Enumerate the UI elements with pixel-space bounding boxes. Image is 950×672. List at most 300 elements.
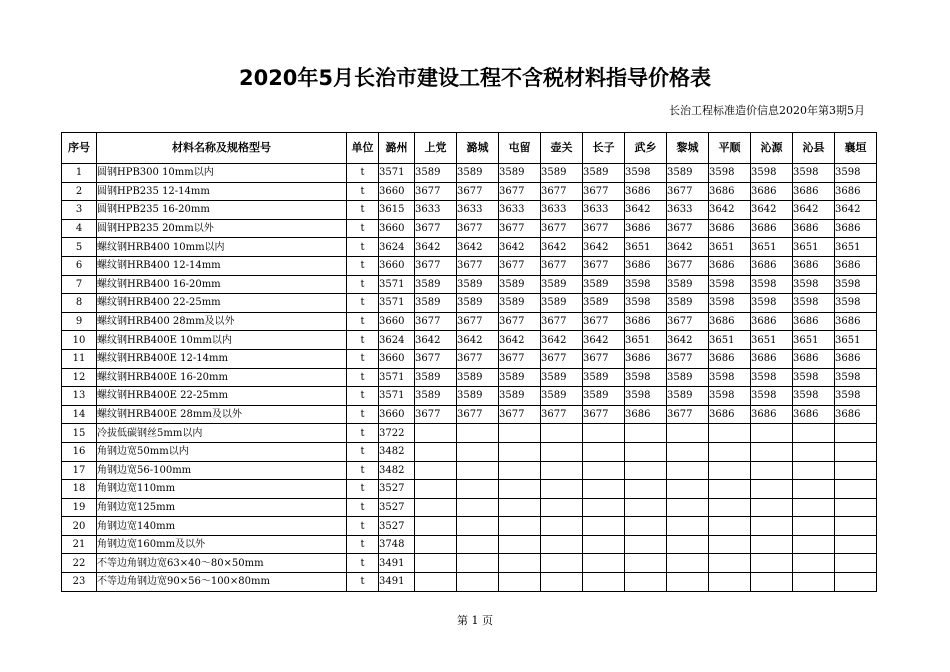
price-cell [499,461,541,480]
price-cell: 3598 [751,368,793,387]
row-number: 2 [62,182,97,201]
price-cell: 3571 [379,275,415,294]
price-cell [835,442,877,461]
price-cell: 3642 [415,238,457,257]
unit-cell: t [347,219,379,238]
material-name: 角钢边宽140mm [97,517,347,536]
price-cell: 3589 [415,387,457,406]
row-number: 8 [62,294,97,313]
price-cell [667,442,709,461]
price-cell: 3686 [835,405,877,424]
price-cell: 3598 [625,294,667,313]
price-cell: 3598 [625,275,667,294]
price-cell: 3677 [583,256,625,275]
price-cell: 3642 [667,238,709,257]
price-cell: 3722 [379,424,415,443]
material-name: 不等边角钢边宽90×56～100×80mm [97,573,347,592]
price-cell: 3589 [541,164,583,183]
header-row [62,133,877,164]
price-cell: 3642 [793,201,835,220]
row-number: 7 [62,275,97,294]
material-name: 圆钢HPB300 10mm以内 [97,164,347,183]
price-cell: 3589 [583,275,625,294]
price-cell: 3598 [793,294,835,313]
material-name: 角钢边宽110mm [97,480,347,499]
unit-cell: t [347,442,379,461]
price-cell: 3686 [625,219,667,238]
table-row [62,368,877,387]
price-cell [667,535,709,554]
price-cell: 3677 [415,256,457,275]
unit-cell: t [347,387,379,406]
price-cell: 3598 [625,387,667,406]
price-cell: 3686 [751,256,793,275]
price-cell [541,554,583,573]
price-cell: 3686 [835,256,877,275]
issue-subtitle: 长治工程标准造价信息2020年第3期5月 [669,104,865,117]
column-header: 序号 [62,133,97,164]
price-cell: 3598 [835,164,877,183]
material-name: 圆钢HPB235 12-14mm [97,182,347,201]
unit-cell: t [347,368,379,387]
price-cell [583,517,625,536]
price-cell: 3633 [415,201,457,220]
price-cell: 3677 [499,405,541,424]
unit-cell: t [347,238,379,257]
price-cell: 3677 [415,182,457,201]
price-cell: 3589 [499,164,541,183]
row-number: 1 [62,164,97,183]
price-cell [751,442,793,461]
price-cell [835,535,877,554]
price-cell: 3598 [709,164,751,183]
price-cell: 3677 [541,405,583,424]
price-cell: 3589 [583,164,625,183]
price-cell: 3589 [499,294,541,313]
price-cell [583,573,625,592]
column-header: 屯留 [499,133,541,164]
price-cell: 3686 [709,312,751,331]
price-cell: 3589 [415,368,457,387]
price-cell: 3589 [667,294,709,313]
row-number: 23 [62,573,97,592]
price-cell: 3651 [625,238,667,257]
price-cell: 3624 [379,331,415,350]
price-cell: 3677 [667,405,709,424]
price-cell: 3677 [667,312,709,331]
unit-cell: t [347,554,379,573]
price-cell [499,442,541,461]
row-number: 18 [62,480,97,499]
price-cell [499,424,541,443]
price-cell [415,498,457,517]
table-row [62,349,877,368]
price-cell: 3491 [379,573,415,592]
table-row [62,312,877,331]
price-cell [499,498,541,517]
unit-cell: t [347,164,379,183]
price-cell: 3660 [379,349,415,368]
price-cell [415,517,457,536]
price-cell: 3571 [379,294,415,313]
price-cell: 3589 [415,294,457,313]
price-cell: 3686 [793,405,835,424]
price-cell: 3677 [499,219,541,238]
price-cell [457,461,499,480]
price-cell: 3589 [499,387,541,406]
price-cell: 3651 [835,331,877,350]
price-cell: 3651 [709,331,751,350]
price-cell: 3642 [457,238,499,257]
table-row [62,461,877,480]
price-cell [499,554,541,573]
price-cell: 3642 [499,331,541,350]
row-number: 22 [62,554,97,573]
price-cell: 3677 [415,405,457,424]
price-cell: 3686 [709,182,751,201]
price-cell [751,480,793,499]
row-number: 12 [62,368,97,387]
price-cell: 3686 [835,312,877,331]
price-cell [541,498,583,517]
table-row [62,294,877,313]
material-name: 螺纹钢HRB400 16-20mm [97,275,347,294]
table-row [62,554,877,573]
price-cell: 3642 [415,331,457,350]
price-cell: 3598 [709,275,751,294]
price-cell: 3677 [457,182,499,201]
row-number: 11 [62,349,97,368]
price-cell: 3598 [751,275,793,294]
price-cell: 3677 [583,349,625,368]
row-number: 19 [62,498,97,517]
price-cell [541,517,583,536]
price-cell: 3677 [583,219,625,238]
price-cell [457,554,499,573]
price-cell: 3677 [541,182,583,201]
price-cell [667,573,709,592]
price-cell: 3589 [583,294,625,313]
price-cell: 3677 [499,312,541,331]
price-cell: 3598 [709,368,751,387]
price-cell: 3677 [457,349,499,368]
price-cell [835,424,877,443]
price-cell: 3615 [379,201,415,220]
price-cell: 3686 [751,405,793,424]
price-cell: 3598 [793,275,835,294]
price-cell: 3598 [709,294,751,313]
table-body [62,164,877,592]
price-cell: 3589 [541,294,583,313]
price-cell: 3677 [499,256,541,275]
unit-cell: t [347,573,379,592]
price-cell [415,442,457,461]
price-cell [667,554,709,573]
price-cell: 3677 [499,182,541,201]
table-row [62,480,877,499]
material-name: 螺纹钢HRB400 22-25mm [97,294,347,313]
price-cell: 3686 [625,405,667,424]
price-cell [457,535,499,554]
price-cell: 3686 [793,182,835,201]
price-cell: 3642 [709,201,751,220]
column-header: 沁县 [793,133,835,164]
price-cell [415,424,457,443]
price-cell: 3642 [751,201,793,220]
price-cell: 3598 [793,387,835,406]
table-row [62,331,877,350]
price-cell [793,461,835,480]
row-number: 6 [62,256,97,275]
price-cell [667,498,709,517]
price-cell [667,461,709,480]
price-cell: 3677 [415,312,457,331]
price-cell: 3598 [625,164,667,183]
table-row [62,424,877,443]
price-cell: 3598 [751,294,793,313]
price-cell [541,535,583,554]
price-cell: 3686 [835,182,877,201]
price-cell: 3527 [379,480,415,499]
price-cell: 3686 [793,219,835,238]
unit-cell: t [347,312,379,331]
price-cell [751,517,793,536]
material-name: 螺纹钢HRB400E 28mm及以外 [97,405,347,424]
row-number: 5 [62,238,97,257]
price-cell: 3633 [499,201,541,220]
price-cell: 3642 [583,331,625,350]
price-cell: 3598 [793,368,835,387]
unit-cell: t [347,349,379,368]
price-cell [499,480,541,499]
unit-cell: t [347,498,379,517]
price-cell [709,480,751,499]
price-cell: 3482 [379,442,415,461]
price-cell: 3642 [835,201,877,220]
price-cell: 3598 [793,164,835,183]
price-cell [751,535,793,554]
page-title: 2020年5月长治市建设工程不含税材料指导价格表 [238,66,712,90]
price-cell [625,424,667,443]
price-cell: 3660 [379,256,415,275]
material-name: 冷拔低碳钢丝5mm以内 [97,424,347,443]
column-header: 襄垣 [835,133,877,164]
table-row [62,387,877,406]
price-cell [667,517,709,536]
price-cell: 3677 [667,182,709,201]
price-cell: 3660 [379,219,415,238]
price-cell: 3491 [379,554,415,573]
row-number: 20 [62,517,97,536]
price-cell [793,573,835,592]
unit-cell: t [347,294,379,313]
price-cell [793,517,835,536]
price-cell: 3686 [709,349,751,368]
price-cell: 3686 [751,219,793,238]
material-name: 角钢边宽56-100mm [97,461,347,480]
price-cell [667,480,709,499]
row-number: 14 [62,405,97,424]
price-cell [625,535,667,554]
price-cell: 3633 [583,201,625,220]
price-cell [457,424,499,443]
table-row [62,182,877,201]
material-name: 螺纹钢HRB400 12-14mm [97,256,347,275]
row-number: 17 [62,461,97,480]
price-cell [499,517,541,536]
price-cell: 3651 [625,331,667,350]
price-cell: 3633 [457,201,499,220]
unit-cell: t [347,405,379,424]
price-cell: 3642 [667,331,709,350]
price-cell [457,498,499,517]
table-row [62,405,877,424]
unit-cell: t [347,275,379,294]
price-cell [793,554,835,573]
price-cell [625,517,667,536]
price-cell: 3651 [709,238,751,257]
price-cell: 3589 [457,294,499,313]
price-cell [583,498,625,517]
price-cell: 3686 [835,219,877,238]
price-cell: 3642 [541,331,583,350]
price-cell [415,554,457,573]
price-cell [709,554,751,573]
price-cell: 3677 [457,405,499,424]
price-cell: 3598 [625,368,667,387]
table-row [62,573,877,592]
price-cell: 3677 [583,182,625,201]
price-cell: 3589 [499,275,541,294]
price-cell: 3686 [625,182,667,201]
price-cell [415,480,457,499]
table-row [62,238,877,257]
row-number: 3 [62,201,97,220]
table-row [62,256,877,275]
unit-cell: t [347,331,379,350]
column-header: 单位 [347,133,379,164]
price-cell [625,573,667,592]
price-cell: 3686 [625,312,667,331]
material-name: 螺纹钢HRB400E 10mm以内 [97,331,347,350]
material-name: 螺纹钢HRB400E 16-20mm [97,368,347,387]
row-number: 9 [62,312,97,331]
page-number: 第 1 页 [457,614,493,627]
price-cell [625,498,667,517]
price-cell [835,573,877,592]
price-cell [583,480,625,499]
price-cell [457,517,499,536]
price-cell: 3686 [793,312,835,331]
price-cell: 3686 [709,219,751,238]
price-cell [415,573,457,592]
price-cell: 3651 [751,331,793,350]
price-cell: 3677 [541,219,583,238]
price-cell: 3660 [379,182,415,201]
column-header: 壶关 [541,133,583,164]
price-cell [541,480,583,499]
price-cell [793,424,835,443]
price-cell: 3686 [793,256,835,275]
price-cell: 3677 [667,219,709,238]
price-cell: 3589 [457,387,499,406]
material-name: 圆钢HPB235 20mm以外 [97,219,347,238]
price-cell: 3677 [457,256,499,275]
price-cell [751,461,793,480]
price-cell: 3589 [499,368,541,387]
price-cell [499,573,541,592]
price-cell: 3633 [667,201,709,220]
column-header: 上党 [415,133,457,164]
row-number: 13 [62,387,97,406]
price-cell [751,554,793,573]
price-cell: 3527 [379,498,415,517]
price-cell [457,573,499,592]
price-cell [751,498,793,517]
column-header: 潞城 [457,133,499,164]
material-name: 螺纹钢HRB400E 12-14mm [97,349,347,368]
unit-cell: t [347,461,379,480]
price-cell: 3598 [709,387,751,406]
price-cell: 3677 [667,256,709,275]
price-cell: 3589 [583,368,625,387]
table-row [62,442,877,461]
price-cell: 3598 [835,294,877,313]
price-cell: 3686 [751,182,793,201]
price-cell: 3677 [499,349,541,368]
price-cell: 3589 [457,368,499,387]
price-cell [709,442,751,461]
row-number: 16 [62,442,97,461]
unit-cell: t [347,480,379,499]
price-cell [541,461,583,480]
price-cell: 3686 [709,256,751,275]
price-cell [499,535,541,554]
row-number: 21 [62,535,97,554]
row-number: 4 [62,219,97,238]
price-cell: 3651 [793,238,835,257]
price-cell: 3598 [835,387,877,406]
unit-cell: t [347,256,379,275]
table-row [62,164,877,183]
price-cell [793,498,835,517]
column-header: 武乡 [625,133,667,164]
column-header: 沁源 [751,133,793,164]
price-cell: 3482 [379,461,415,480]
price-cell [835,517,877,536]
unit-cell: t [347,535,379,554]
price-cell: 3642 [499,238,541,257]
price-cell [583,424,625,443]
price-cell [709,535,751,554]
price-cell: 3677 [541,312,583,331]
column-header: 黎城 [667,133,709,164]
price-cell [835,461,877,480]
price-cell: 3677 [541,349,583,368]
price-cell: 3677 [415,349,457,368]
material-name: 不等边角钢边宽63×40～80×50mm [97,554,347,573]
price-cell [835,498,877,517]
price-cell [457,480,499,499]
price-cell [625,554,667,573]
column-header: 平顺 [709,133,751,164]
price-cell: 3677 [541,256,583,275]
unit-cell: t [347,201,379,220]
price-cell [583,535,625,554]
price-cell: 3598 [835,275,877,294]
price-cell: 3598 [835,368,877,387]
price-cell [709,517,751,536]
